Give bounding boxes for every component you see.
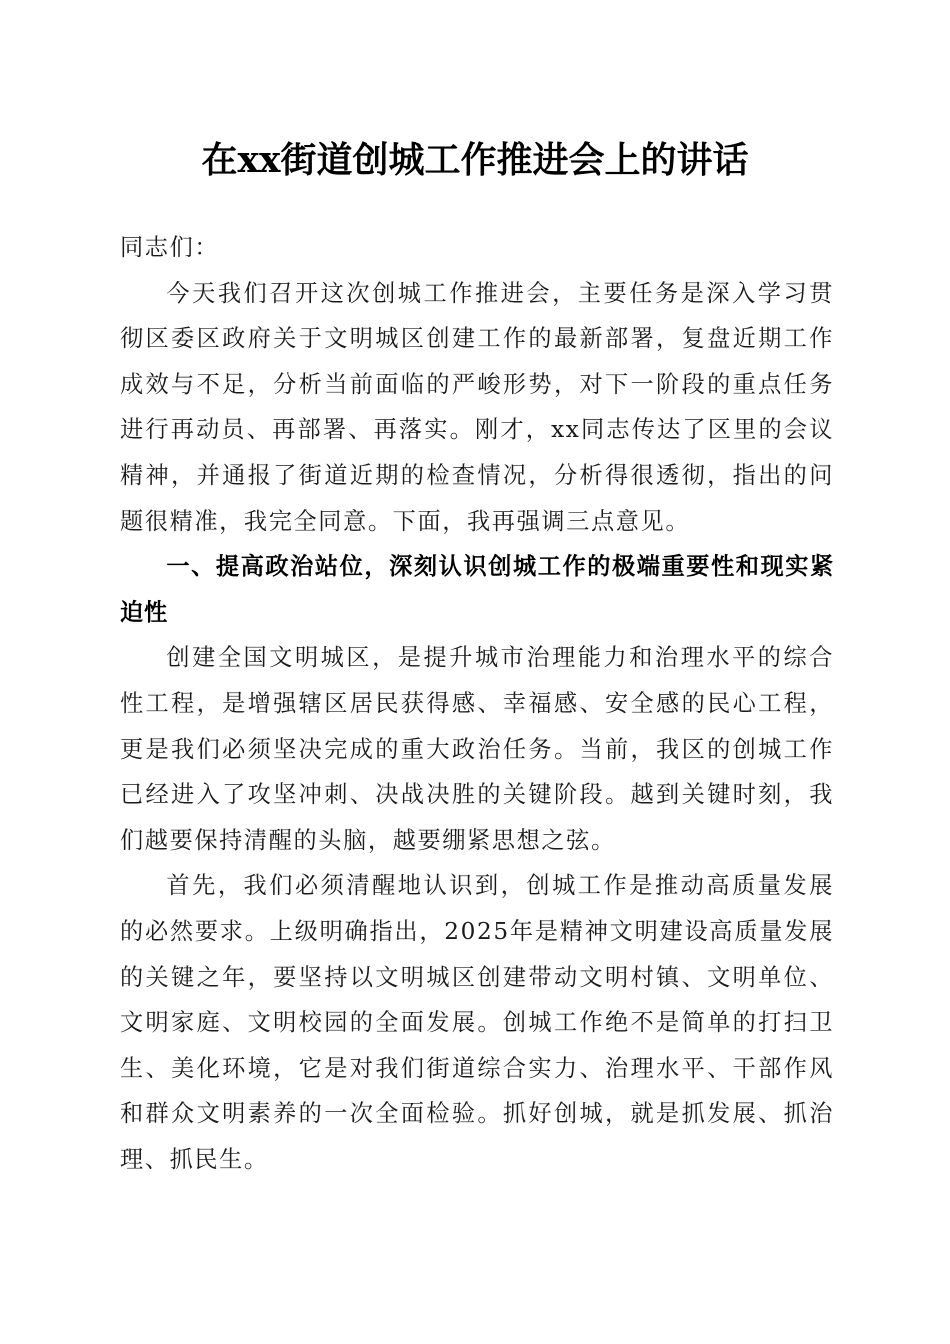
section-paragraph: 创建全国文明城区，是提升城市治理能力和治理水平的综合性工程，是增强辖区居民获得感、幸福感、安全感的民心工程，更是我们必须坚决完成的重大政治任务。当前，我区的创城工作已经进入了攻坚冲刺、决战决胜的关键阶段。越到关键时刻，我们越要保持清醒的头脑，越要绷紧思想之弦。 <box>120 644 834 854</box>
section-heading: 一、提高政治站位，深刻认识创城工作的极端重要性和现实紧迫性 <box>120 553 834 626</box>
document-body <box>120 225 834 1182</box>
intro-paragraph: 今天我们召开这次创城工作推进会，主要任务是深入学习贯彻区委区政府关于文明城区创建工作的最新部署，复盘近期工作成效与不足，分析当前面临的严峻形势，对下一阶段的重点任务进行再动员、再部署、再落实。刚才，xx同志传达了区里的会议精神，并通报了街道近期的检查情况，分析得很透彻，指出的问题很精准，我完全同意。下面，我再强调三点意见。 <box>120 279 834 535</box>
salutation: 同志们： <box>120 234 220 261</box>
document-title: 在xx街道创城工作推进会上的讲话 <box>201 139 749 181</box>
section-paragraph: 首先，我们必须清醒地认识到，创城工作是推动高质量发展的必然要求。上级明确指出，2025年是精神文明建设高质量发展的关键之年，要坚持以文明城区创建带动文明村镇、文明单位、文明家庭、文明校园的全面发展。创城工作绝不是简单的打扫卫生、美化环境，它是对我们街道综合实力、治理水平、干部作风和群众文明素养的一次全面检验。抓好创城，就是抓发展、抓治理、抓民生。 <box>120 872 834 1173</box>
